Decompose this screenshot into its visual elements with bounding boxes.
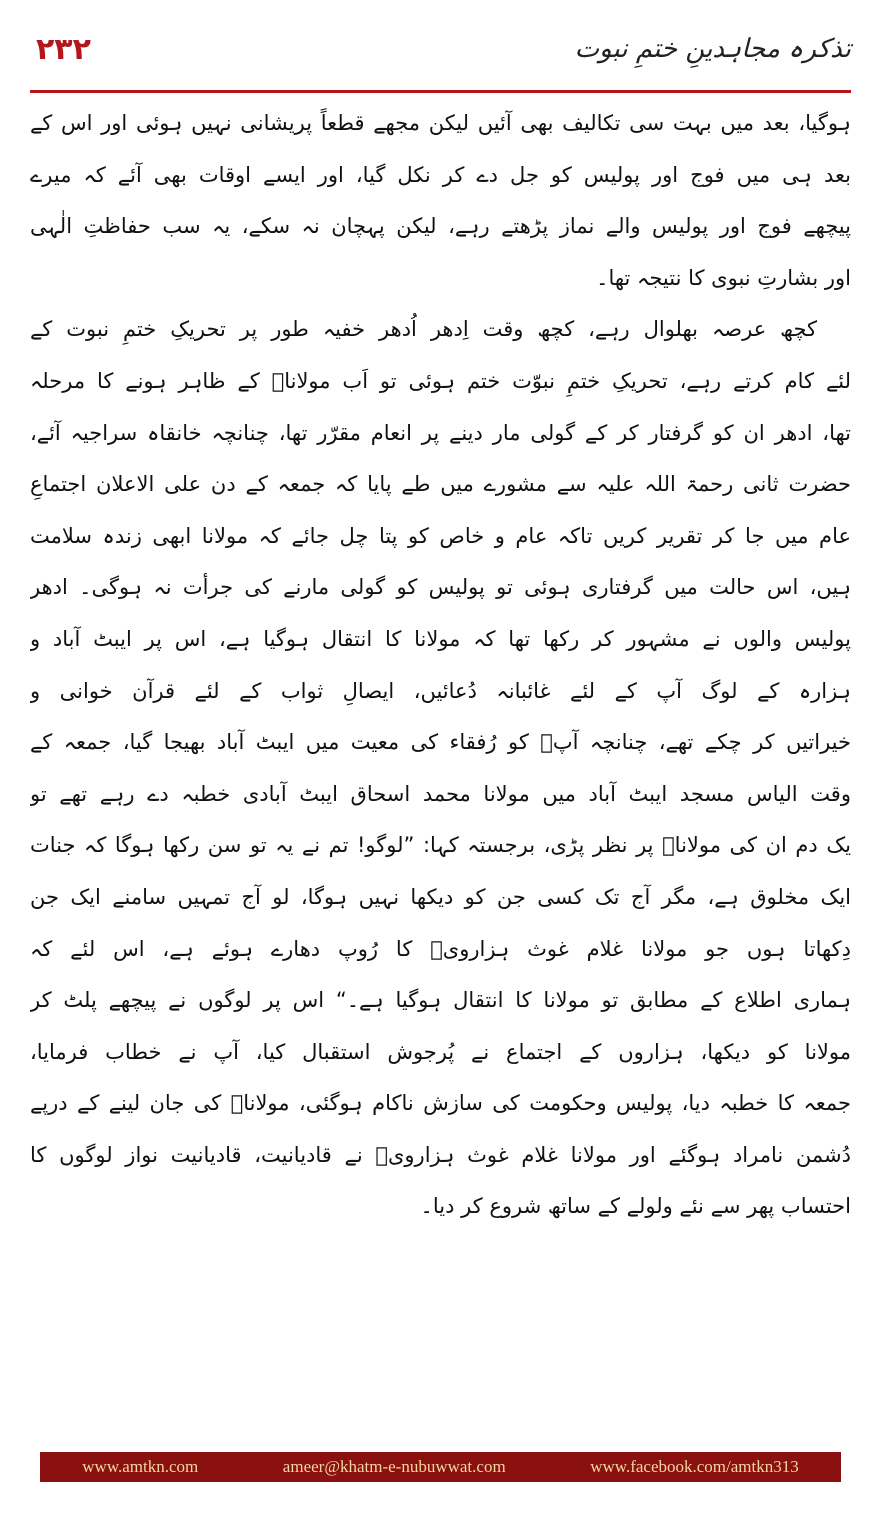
footer-website-link[interactable]: www.amtkn.com (82, 1457, 199, 1476)
text-line: پولیس والوں نے مشہور کر رکھا تھا کہ مولانا کا انتقال ہوگیا ہے، اس پر ایبٹ آباد و (30, 626, 851, 651)
paragraph-2 (30, 304, 851, 1233)
text-line: لئے کام کرتے رہے، تحریکِ ختمِ نبوّت ختم ہوئی تو اَب مولاناؒ کے ظاہر ہونے کا مرحلہ (30, 368, 851, 393)
text-line: پیچھے فوج اور پولیس والے نماز پڑھتے رہے، لیکن پہچان نہ سکے، یہ سب حفاظتِ الٰہی (30, 214, 851, 239)
text-line: تھا، ادھر ان کو گرفتار کر کے گولی مار دینے پر انعام مقرّر تھا، چنانچہ خانقاہ سراجیہ آئے، (30, 420, 851, 445)
text-line: حضرت ثانی رحمۃ اللہ علیہ سے مشورے میں طے پایا کہ جمعہ کے دن علی الاعلان اجتماعِ (30, 472, 851, 497)
page-body (30, 98, 851, 1233)
text-line: یک دم ان کی مولاناؒ پر نظر پڑی، برجستہ کہا: ”لوگو! تم نے یہ تو سن رکھا ہوگا کہ جنات (30, 833, 851, 858)
text-line: ہزارہ کے لوگ آپ کے لئے غائبانہ دُعائیں، ایصالِ ثواب کے لئے قرآن خوانی و (30, 678, 851, 703)
text-line: مولانا کو دیکھا، ہزاروں کے اجتماع نے پُرجوش استقبال کیا، آپ نے خطاب فرمایا، (30, 1039, 851, 1064)
text-line: ہوگیا، بعد میں بہت سی تکالیف بھی آئیں لیکن مجھے قطعاً پریشانی نہیں ہوئی اور اس کے (30, 111, 851, 135)
text-line: ایک مخلوق ہے، مگر آج تک کسی جن کو دیکھا نہیں ہوگا، لو آج تمہیں سامنے ایک جن (30, 884, 851, 909)
text-line: دِکھاتا ہوں جو مولانا غلام غوث ہزارویؒ کا رُوپ دھارے ہوئے ہے، اس لئے کہ (30, 936, 851, 961)
text-line: دُشمن نامراد ہوگئے اور مولانا غلام غوث ہزارویؒ نے قادیانیت، قادیانیت نواز لوگوں کا (30, 1142, 851, 1167)
footer-email-link[interactable]: ameer@khatm-e-nubuwwat.com (282, 1457, 506, 1476)
text-line: ہیں، اس حالت میں گرفتاری ہوئی تو پولیس کو گولی مارنے کی جرأت نہ ہوگی۔ ادھر (30, 575, 851, 600)
footer-bar (40, 1452, 841, 1482)
text-line: عام میں جا کر تقریر کریں تاکہ عام و خاص کو پتا چل جائے کہ مولانا ابھی زندہ سلامت (30, 523, 851, 548)
text-line: اور بشارتِ نبوی کا نتیجہ تھا۔ (596, 265, 851, 290)
paragraph-1 (30, 98, 851, 304)
book-title: تذکرہ مجاہدینِ ختمِ نبوت (574, 34, 851, 64)
footer-facebook-link[interactable]: www.facebook.com/amtkn313 (590, 1457, 799, 1476)
header-divider (30, 90, 851, 93)
text-line: وقت الیاس مسجد ایبٹ آباد میں مولانا محمد اسحاق ایبٹ آبادی خطبہ دے رہے تھے تو (30, 781, 851, 806)
text-line: کچھ عرصہ بھلوال رہے، کچھ وقت اِدھر اُدھر خفیہ طور پر تحریکِ ختمِ نبوت کے (30, 317, 817, 342)
text-line: بعد ہی میں فوج اور پولیس کو جل دے کر نکل گیا، اور ایسے اوقات بھی آئے کہ میرے (30, 162, 851, 187)
page-number: ۲۳۲ (36, 32, 91, 67)
text-line: ہماری اطلاع کے مطابق تو مولانا کا انتقال ہوگیا ہے۔“ اس پر لوگوں نے پیچھے پلٹ کر (30, 988, 851, 1013)
text-line: خیراتیں کر چکے تھے، چنانچہ آپؒ کو رُفقاء کی معیت میں ایبٹ آباد بھیجا گیا، جمعہ کے (30, 730, 851, 755)
text-line: احتساب پھر سے نئے ولولے کے ساتھ شروع کر دیا۔ (420, 1194, 851, 1219)
text-line: جمعہ کا خطبہ دیا، پولیس وحکومت کی سازش ناکام ہوگئی، مولاناؒ کی جان لینے کے درپے (30, 1091, 851, 1116)
